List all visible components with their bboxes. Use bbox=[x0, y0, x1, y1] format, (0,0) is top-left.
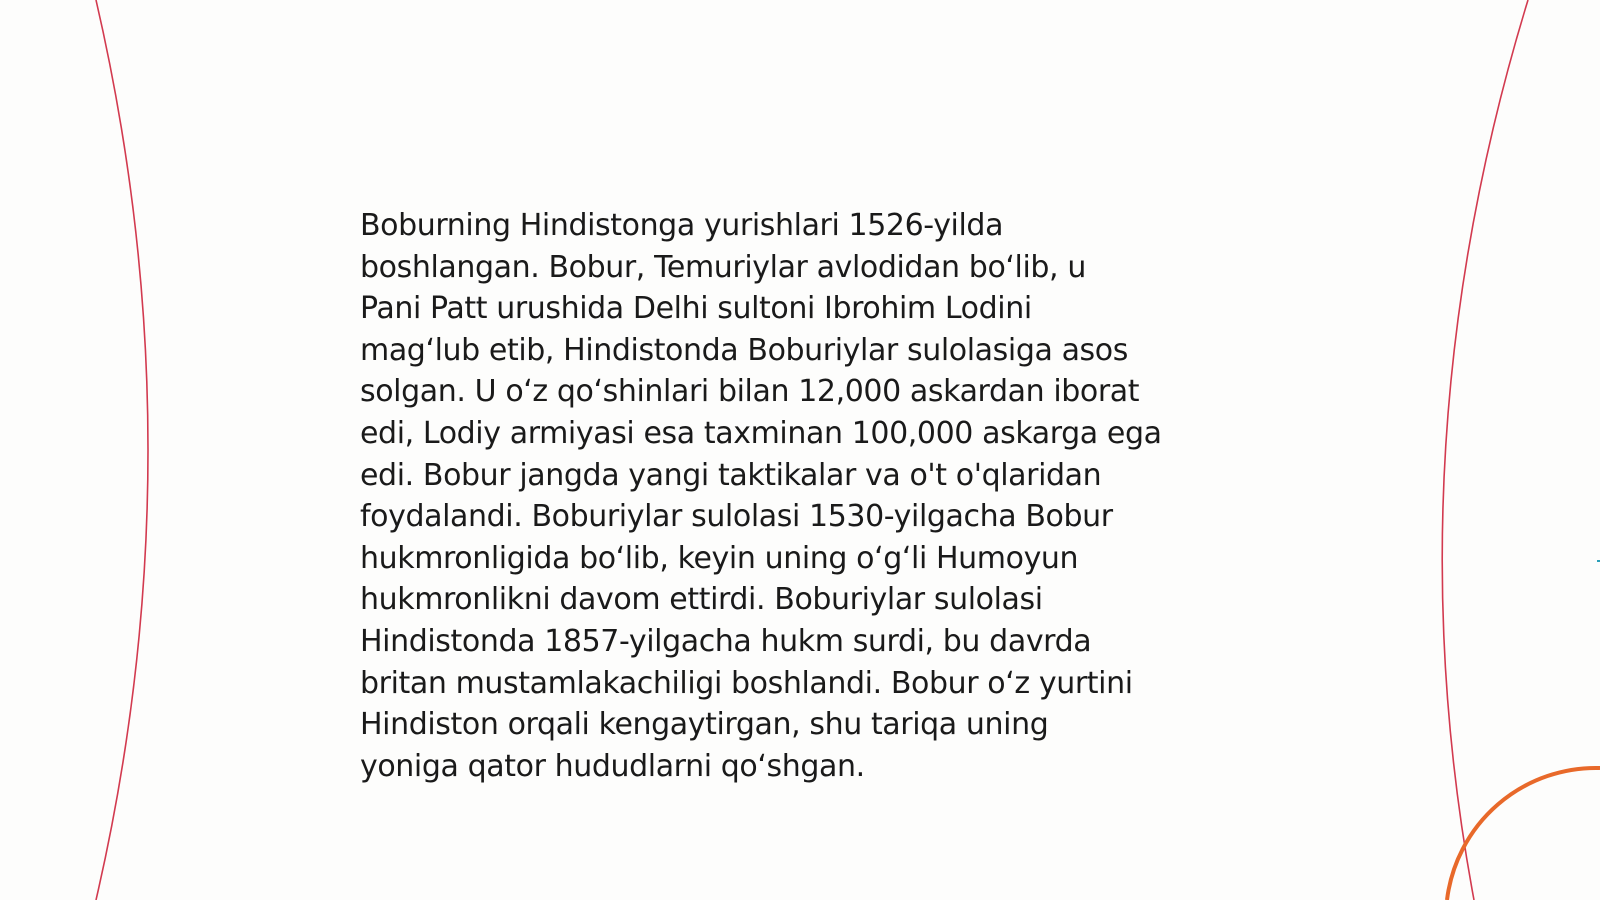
body-line: mag‘lub etib, Hindistonda Boburiylar sulolasiga asos bbox=[360, 332, 1128, 368]
body-line: Hindiston orqali kengaytirgan, shu tariqa uning bbox=[360, 707, 1049, 743]
body-line: edi. Bobur jangda yangi taktikalar va o't o'qlaridan bbox=[360, 457, 1102, 493]
body-line: boshlangan. Bobur, Temuriylar avlodidan bo‘lib, u bbox=[360, 249, 1086, 285]
body-line: hukmronligida bo‘lib, keyin uning o‘g‘li Humoyun bbox=[360, 540, 1079, 576]
body-line: Hindistonda 1857-yilgacha hukm surdi, bu davrda bbox=[360, 623, 1092, 659]
body-line: yoniga qator hududlarni qo‘shgan. bbox=[360, 748, 865, 784]
body-line: edi, Lodiy armiyasi esa taxminan 100,000 askarga ega bbox=[360, 415, 1162, 451]
body-line: solgan. U o‘z qo‘shinlari bilan 12,000 askardan iborat bbox=[360, 374, 1140, 410]
body-line: Boburning Hindistonga yurishlari 1526-yilda bbox=[360, 208, 1004, 243]
body-paragraph bbox=[360, 205, 1240, 787]
body-line: foydalandi. Boburiylar sulolasi 1530-yilgacha Bobur bbox=[360, 499, 1113, 535]
left-red-arc bbox=[96, 0, 148, 900]
body-line: Pani Patt urushida Delhi sultoni Ibrohim Lodini bbox=[360, 291, 1032, 327]
right-red-arc bbox=[1442, 0, 1528, 900]
body-line: hukmronlikni davom ettirdi. Boburiylar sulolasi bbox=[360, 582, 1043, 618]
body-line: britan mustamlakachiligi boshlandi. Bobur o‘z yurtini bbox=[360, 665, 1133, 701]
